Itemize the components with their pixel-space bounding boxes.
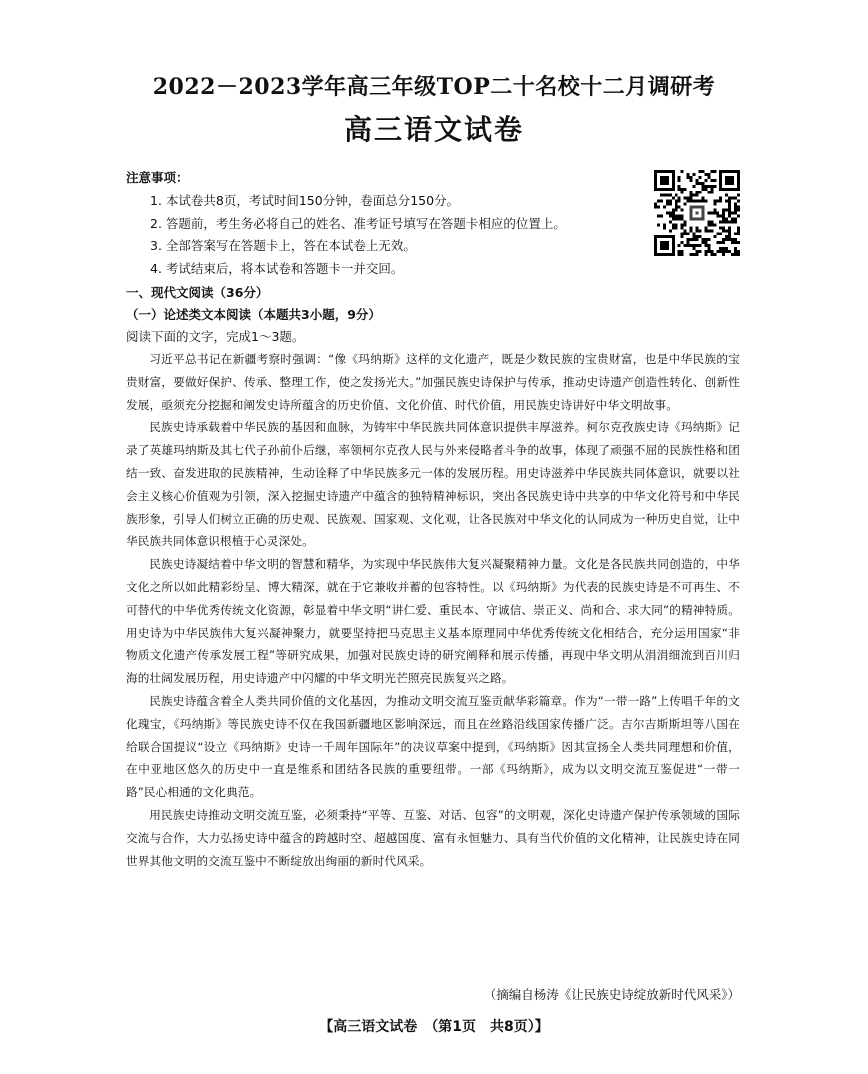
- passage-paragraph: 民族史诗承载着中华民族的基因和血脉，为铸牢中华民族共同体意识提供丰厚滋养。柯尔克孜族史诗《玛纳斯》记录了英雄玛纳斯及其七代子孙前仆后继，率领柯尔克孜人民与外来侵略者斗争的故事，体现了顽强不屈的民族性格和团结一致、奋发进取的民族精神，生动诠释了中华民族多元一体的发展历程。用史诗滋养中华民族共同体意识，就要以社会主义核心价值观为引领，深入挖掘史诗遗产中蕴含的独特精神标识，突出各民族史诗中共享的中华文化符号和中华民族形象，引导人们树立正确的历史观、民族观、国家观、文化观，让各民族对中华文化的认同成为一种历史自觉，让中华民族共同体意识根植于心灵深处。: [126, 420, 740, 549]
- notice-item: 4. 考试结束后，将本试卷和答题卡一并交回。: [150, 260, 404, 276]
- qr-code-icon: [654, 170, 740, 256]
- page-footer: 【高三语文试卷 （第1页 共8页）】: [319, 1019, 549, 1035]
- notice-item: 2. 答题前，考生务必将自己的姓名、准考证号填写在答题卡相应的位置上。: [150, 215, 566, 231]
- passage-paragraph: 用民族史诗推动文明交流互鉴，必须秉持“平等、互鉴、对话、包容”的文明观，深化史诗遗产保护传承领域的国际交流与合作，大力弘扬史诗中蕴含的跨越时空、超越国度、富有永恒魅力、具有当代价值的文化精神，让民族史诗在同世界其他文明的交流互鉴中不断绽放出绚丽的新时代风采。: [126, 807, 740, 868]
- notice-list: [150, 190, 650, 280]
- exam-subject-title: 高三语文试卷: [343, 113, 524, 146]
- passage-paragraph: 民族史诗凝结着中华文明的智慧和精华，为实现中华民族伟大复兴凝聚精神力量。文化是各民族共同创造的，中华文化之所以如此精彩纷呈、博大精深，就在于它兼收并蓄的包容特性。以《玛纳斯》为代表的民族史诗是不可再生、不可替代的中华优秀传统文化资源，彰显着中华文明“讲仁爱、重民本、守诚信、崇正义、尚和合、求大同”的精神特质。用史诗为中华民族伟大复兴凝神聚力，就要坚持把马克思主义基本原理同中华优秀传统文化相结合，充分运用国家“非物质文化遗产传承发展工程”等研究成果，加强对民族史诗的研究阐释和展示传播，再现中华文明从涓涓细流到百川归海的壮阔发展历程，用史诗遗产中闪耀的中华文明光芒照亮民族复兴之路。: [126, 557, 740, 686]
- section-heading: 一、现代文阅读（36分）: [126, 285, 269, 300]
- passage-paragraph: 民族史诗蕴含着全人类共同价值的文化基因，为推动文明交流互鉴贡献华彩篇章。作为“一带一路”上传唱千年的文化瑰宝，《玛纳斯》等民族史诗不仅在我国新疆地区影响深远，而且在丝路沿线国家传播广泛。吉尔吉斯斯坦等八国在给联合国提议“设立《玛纳斯》史诗一千周年国际年”的决议草案中提到，《玛纳斯》因其宣扬全人类共同理想和价值，在中亚地区悠久的历史中一直是维系和团结各民族的重要纽带。一部《玛纳斯》，成为以文明交流互鉴促进“一带一路”民心相通的文化典范。: [126, 693, 740, 800]
- subsection-heading: （一）论述类文本阅读（本题共3小题，9分）: [126, 307, 381, 322]
- reading-instruction: 阅读下面的文字，完成1～3题。: [126, 329, 305, 344]
- source-note: （摘编自杨涛《让民族史诗绽放新时代风采》）: [483, 987, 740, 1002]
- passage-paragraph: 习近平总书记在新疆考察时强调：“像《玛纳斯》这样的文化遗产，既是少数民族的宝贵财富，也是中华民族的宝贵财富，要做好保护、传承、整理工作，使之发扬光大。”加强民族史诗保护与传承，推动史诗遗产创造性转化、创新性发展，亟须充分挖掘和阐发史诗所蕴含的历史价值、文化价值、时代价值，用民族史诗讲好中华文明故事。: [126, 352, 740, 412]
- notice-heading: 注意事项：: [126, 170, 189, 185]
- exam-title: 2022－2023学年高三年级TOP二十名校十二月调研考: [152, 74, 716, 100]
- notice-item: 3. 全部答案写在答题卡上，答在本试卷上无效。: [150, 238, 416, 254]
- reading-passage: [126, 348, 740, 872]
- notice-item: 1. 本试卷共8页，考试时间150分钟，卷面总分150分。: [150, 193, 460, 208]
